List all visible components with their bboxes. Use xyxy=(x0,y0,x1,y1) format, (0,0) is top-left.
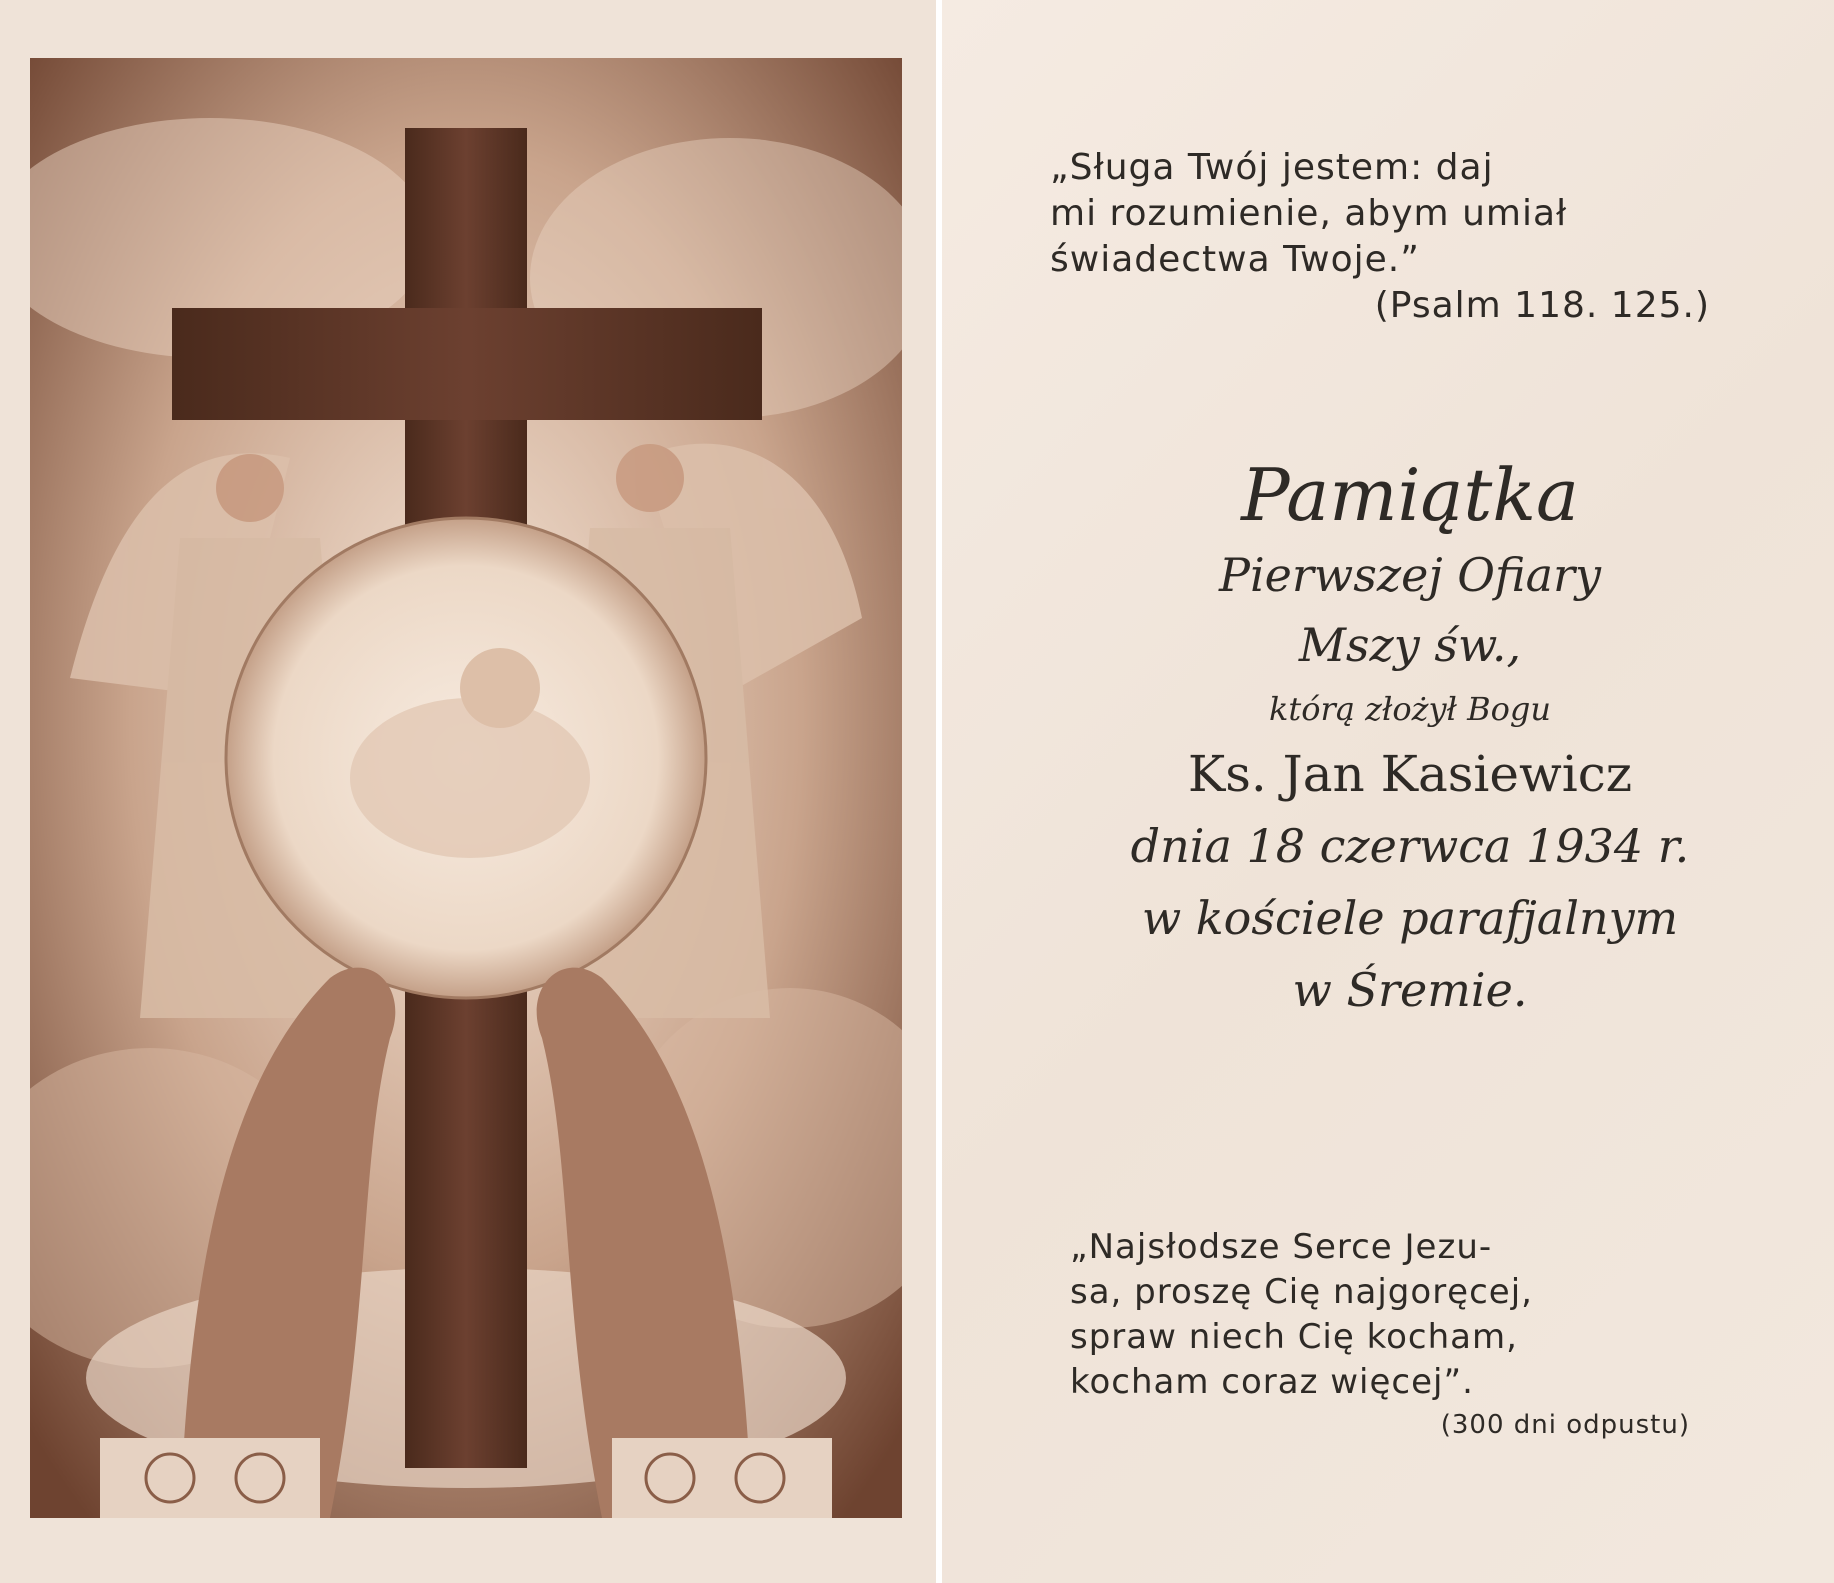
memorial-title: Pamiątka xyxy=(1241,453,1579,537)
memorial-line: Pierwszej Ofiary xyxy=(1219,548,1601,602)
psalm-quote xyxy=(1050,145,1710,329)
priest-name: Ks. Jan Kasiewicz xyxy=(1187,745,1633,803)
devotional-illustration xyxy=(30,58,902,1518)
prayer-quote-line: sa, proszę Cię najgoręcej, xyxy=(1070,1272,1533,1312)
memorial-line: Mszy św., xyxy=(1298,618,1522,672)
prayer-quote-line: spraw niech Cię kocham, xyxy=(1070,1317,1518,1357)
memorial-line: którą złożył Bogu xyxy=(1269,690,1551,728)
memorial-place: w Śremie. xyxy=(1292,963,1528,1017)
psalm-quote-line: mi rozumienie, abym umiał xyxy=(1050,193,1568,234)
memorial-text xyxy=(1060,450,1760,1026)
psalm-quote-line: świadectwa Twoje.” xyxy=(1050,239,1420,280)
psalm-quote-line: „Sługa Twój jestem: daj xyxy=(1050,147,1494,188)
cross-icon xyxy=(30,58,902,1518)
prayer-quote-line: kocham coraz więcej”. xyxy=(1070,1362,1474,1402)
prayer-quote-line: „Najsłodsze Serce Jezu- xyxy=(1070,1227,1493,1267)
indulgence-note: (300 dni odpustu) xyxy=(1440,1410,1690,1440)
memorial-place: w kościele parafjalnym xyxy=(1141,891,1679,945)
prayer-quote xyxy=(1070,1225,1690,1445)
memorial-date: dnia 18 czerwca 1934 r. xyxy=(1130,819,1690,873)
psalm-citation: (Psalm 118. 125.) xyxy=(1374,285,1710,326)
